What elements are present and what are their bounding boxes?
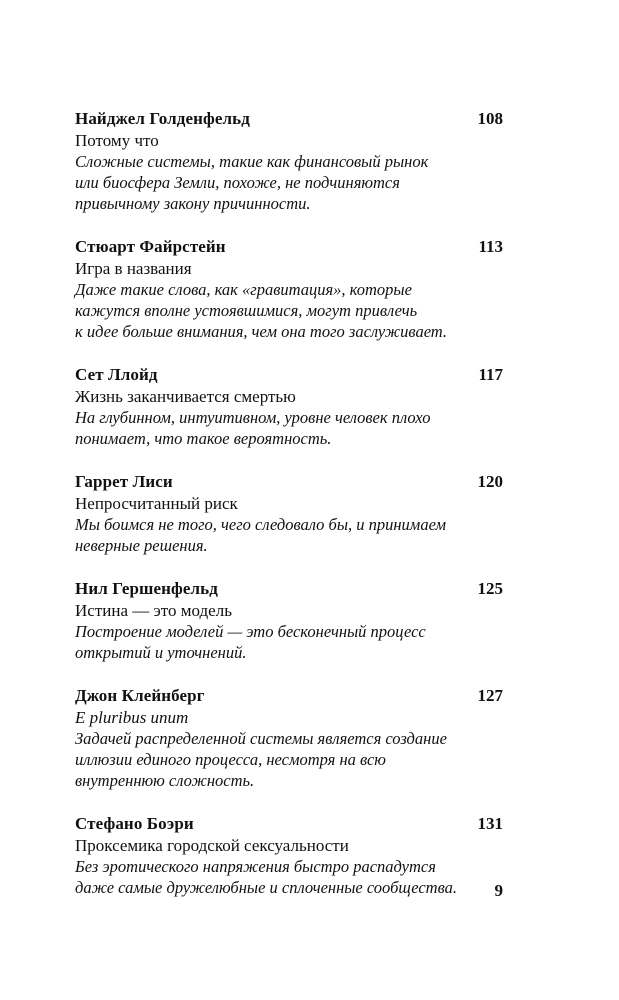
entry-author: Джон Клейнберг [75, 686, 205, 705]
summary-line: Мы боимся не того, чего следовало бы, и принимаем [75, 515, 447, 534]
toc-entry [75, 471, 503, 556]
toc-entry [75, 813, 503, 898]
summary-line: даже самые дружелюбные и сплоченные сообщества. [75, 878, 458, 897]
entry-author: Нил Гершенфельд [75, 579, 218, 598]
entry-title: Истина — это модель [75, 601, 232, 620]
summary-line: или биосфера Земли, похоже, не подчиняются [75, 173, 400, 192]
toc-entry [75, 685, 503, 791]
summary-line: привычному закону причинности. [75, 194, 311, 213]
entry-summary [75, 728, 503, 791]
summary-line: Построение моделей — это бесконечный процесс [75, 622, 426, 641]
entry-summary [75, 514, 503, 556]
entry-page-number: 117 [478, 365, 503, 384]
toc-entry-header [75, 236, 503, 258]
entry-title: Проксемика городской сексуальности [75, 836, 349, 855]
entry-summary [75, 279, 503, 342]
toc-entry-header [75, 108, 503, 130]
entry-summary [75, 151, 503, 214]
summary-line: кажутся вполне устоявшимися, могут привлечь [75, 301, 418, 320]
entry-title: Жизнь заканчивается смертью [75, 387, 296, 406]
summary-line: к идее больше внимания, чем она того заслуживает. [75, 322, 448, 341]
toc-entry [75, 108, 503, 214]
entry-author: Стюарт Файрстейн [75, 237, 226, 256]
entry-summary [75, 407, 503, 449]
summary-line: иллюзии единого процесса, несмотря на всю [75, 750, 386, 769]
summary-line: понимает, что такое вероятность. [75, 429, 332, 448]
summary-line: На глубинном, интуитивном, уровне человек плохо [75, 408, 431, 427]
entry-summary [75, 621, 503, 663]
entry-page-number: 127 [477, 686, 503, 705]
entry-title: Игра в названия [75, 259, 192, 278]
entry-author: Гаррет Лиси [75, 472, 173, 491]
toc-entry [75, 364, 503, 449]
entry-title: E pluribus unum [75, 708, 189, 727]
entry-author: Найджел Голденфельд [75, 109, 250, 128]
toc-entry-header [75, 685, 503, 707]
summary-line: Сложные системы, такие как финансовый рынок [75, 152, 429, 171]
entry-title: Непросчитанный риск [75, 494, 238, 513]
toc-entry-header [75, 471, 503, 493]
entry-summary [75, 856, 503, 898]
entry-page-number: 108 [477, 109, 503, 128]
toc-entry-header [75, 364, 503, 386]
summary-line: Даже такие слова, как «гравитация», которые [75, 280, 412, 299]
summary-line: внутреннюю сложность. [75, 771, 255, 790]
entry-page-number: 113 [478, 237, 503, 256]
page-number: 9 [494, 881, 503, 900]
entry-page-number: 125 [477, 579, 503, 598]
toc-entry-header [75, 578, 503, 600]
summary-line: неверные решения. [75, 536, 208, 555]
summary-line: открытий и уточнений. [75, 643, 247, 662]
summary-line: Задачей распределенной системы является создание [75, 729, 447, 748]
toc-entry-header [75, 813, 503, 835]
entry-page-number: 131 [477, 814, 503, 833]
entry-author: Сет Ллойд [75, 365, 158, 384]
toc-entry [75, 578, 503, 663]
table-of-contents [75, 108, 503, 920]
summary-line: Без эротического напряжения быстро распадутся [75, 857, 436, 876]
entry-page-number: 120 [477, 472, 503, 491]
toc-entry [75, 236, 503, 342]
entry-title: Потому что [75, 131, 159, 150]
entry-author: Стефано Боэри [75, 814, 194, 833]
